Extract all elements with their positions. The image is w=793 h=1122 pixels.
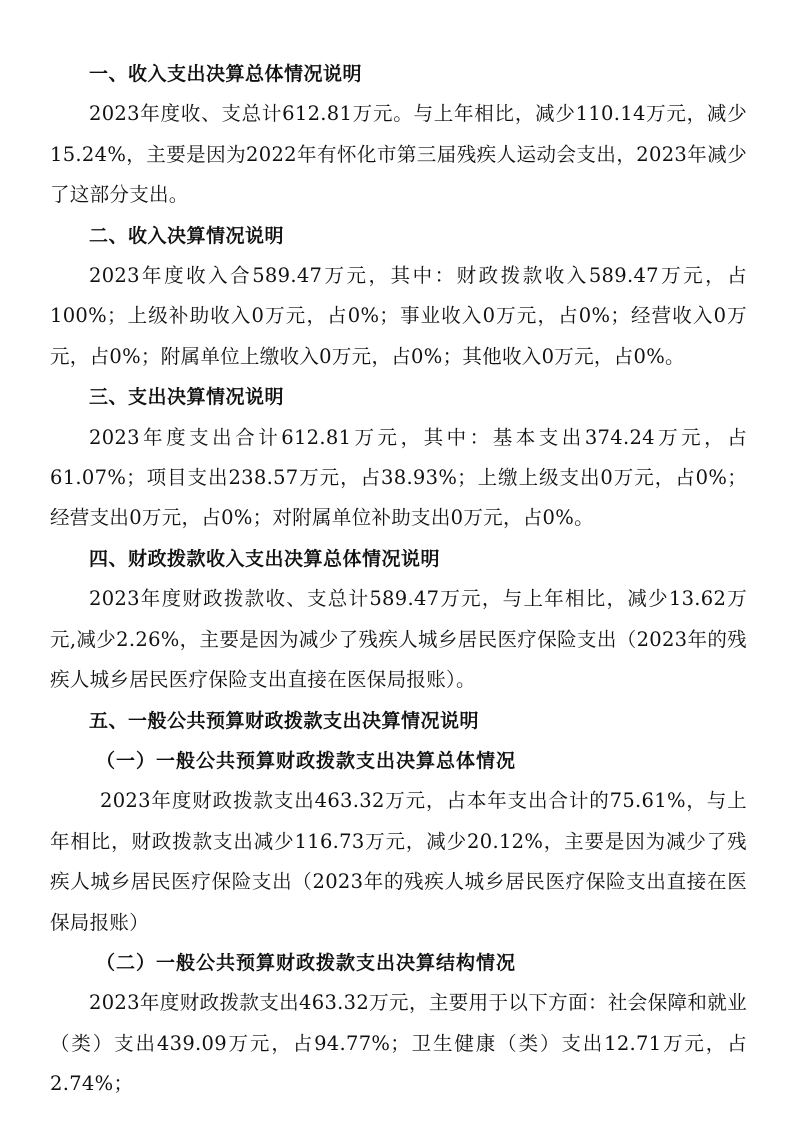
section-3-paragraph: 2023年度支出合计612.81万元，其中：基本支出374.24万元，占61.07%；项目支出238.57万元，占38.93%；上缴上级支出0万元，占0%；经营支出0万元，占0%；对附属单位补助支出0万元，占0%。 [50, 425, 747, 530]
section-5-2-paragraph: 2023年度财政拨款支出463.32万元，主要用于以下方面：社会保障和就业（类）支出439.09万元，占94.77%；卫生健康（类）支出12.71万元，占2.74%； [50, 991, 747, 1096]
section-5-2-heading: （二）一般公共预算财政拨款支出决算结构情况 [96, 951, 517, 974]
section-2-heading: 二、收入决算情况说明 [89, 224, 285, 247]
section-5-heading: 五、一般公共预算财政拨款支出决算情况说明 [89, 709, 480, 732]
section-4-heading: 四、财政拨款收入支出决算总体情况说明 [89, 547, 441, 570]
section-1-paragraph: 2023年度收、支总计612.81万元。与上年相比，减少110.14万元，减少15.24%，主要是因为2022年有怀化市第三届残疾人运动会支出，2023年减少了这部分支出。 [50, 102, 747, 207]
section-1-heading: 一、收入支出决算总体情况说明 [89, 63, 363, 85]
section-2-paragraph: 2023年度收入合589.47万元，其中：财政拨款收入589.47万元，占100%；上级补助收入0万元，占0%；事业收入0万元，占0%；经营收入0万元，占0%；附属单位上缴收入0万元，占0%；其他收入0万元，占0%。 [50, 264, 747, 368]
section-3-heading: 三、支出决算情况说明 [89, 386, 285, 409]
section-5-1-paragraph: 2023年度财政拨款支出463.32万元，占本年支出合计的75.61%，与上年相比，财政拨款支出减少116.73万元，减少20.12%，主要是因为减少了残疾人城乡居民医疗保险支出（2023年的残疾人城乡居民医疗保险支出直接在医保局报账） [50, 789, 747, 934]
section-5-1-heading: （一）一般公共预算财政拨款支出决算总体情况 [96, 749, 517, 772]
section-4-paragraph: 2023年度财政拨款收、支总计589.47万元，与上年相比，减少13.62万元,减少2.26%，主要是因为减少了残疾人城乡居民医疗保险支出（2023年的残疾人城乡居民医疗保险支出直接在医保局报账）。 [50, 587, 747, 692]
